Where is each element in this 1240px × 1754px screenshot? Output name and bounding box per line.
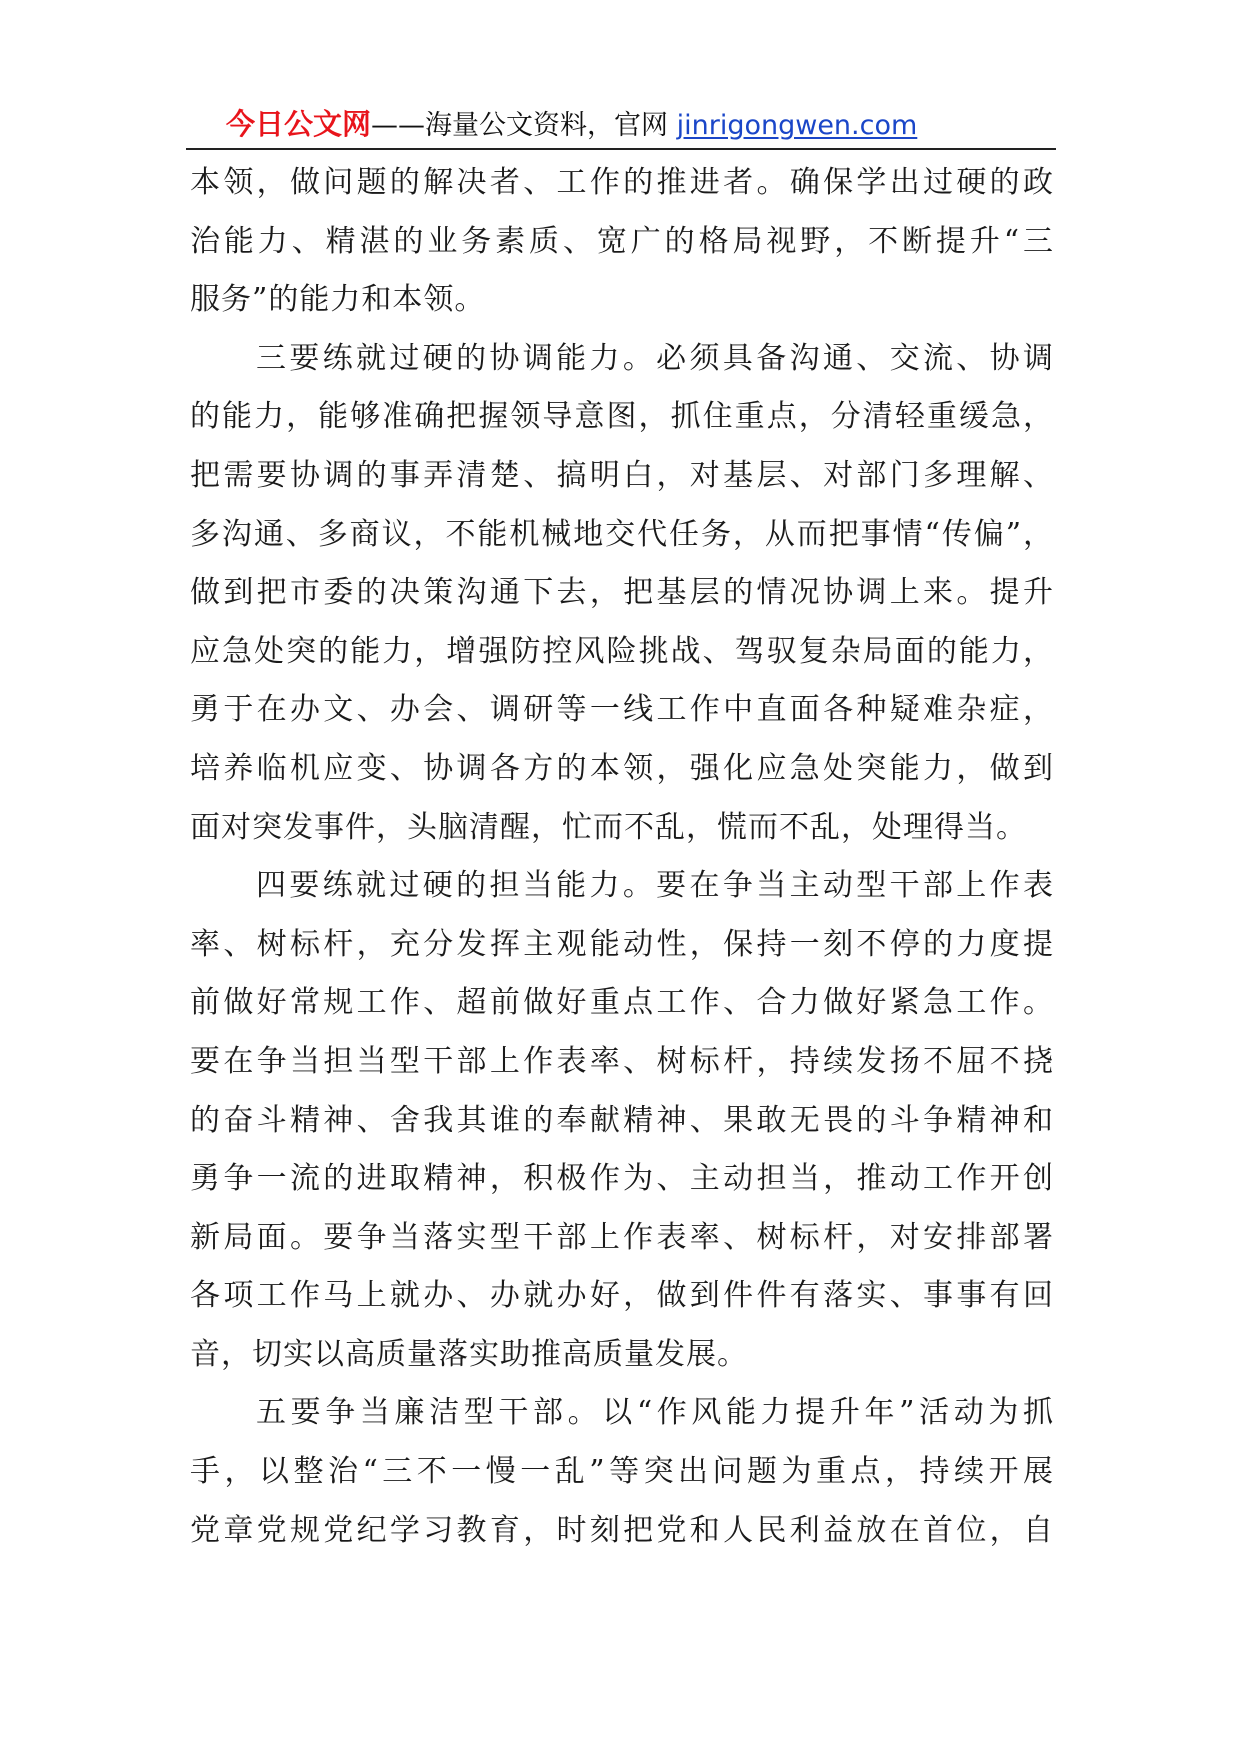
document-body: [190, 154, 1054, 1560]
text-line: 本领，做问题的解决者、工作的推进者。确保学出过硬的政: [190, 165, 1054, 200]
text-line: 各项工作马上就办、办就办好，做到件件有落实、事事有回: [190, 1278, 1054, 1314]
header-divider: [186, 148, 1056, 150]
site-brand: 今日公文网: [226, 107, 372, 141]
site-link[interactable]: jinrigongwen.com: [676, 110, 918, 141]
paragraph: [190, 154, 1054, 330]
page-header: [186, 100, 1056, 152]
text-line: 党章党规党纪学习教育，时刻把党和人民利益放在首位，自: [190, 1512, 1054, 1548]
paragraph: [190, 330, 1054, 857]
text-line: 四要练就过硬的担当能力。要在争当主动型干部上作表: [256, 868, 1054, 904]
paragraph: [190, 857, 1054, 1384]
text-line: 培养临机应变、协调各方的本领，强化应急处突能力，做到: [190, 750, 1054, 786]
text-line: 手，以整治“三不一慢一乱”等突出问题为重点，持续开展: [190, 1454, 1054, 1490]
text-line: 的能力，能够准确把握领导意图，抓住重点，分清轻重缓急，: [190, 399, 1054, 435]
text-line: 勇争一流的进取精神，积极作为、主动担当，推动工作开创: [190, 1161, 1054, 1197]
text-line: 率、树标杆，充分发挥主观能动性，保持一刻不停的力度提: [190, 926, 1054, 962]
header-text: [226, 106, 917, 144]
text-line: 应急处突的能力，增强防控风险挑战、驾驭复杂局面的能力，: [190, 633, 1054, 669]
text-line: 前做好常规工作、超前做好重点工作、合力做好紧急工作。: [190, 985, 1054, 1021]
text-line: 治能力、精湛的业务素质、宽广的格局视野，不断提升“三: [190, 223, 1054, 259]
text-line: 勇于在办文、办会、调研等一线工作中直面各种疑难杂症，: [190, 692, 1054, 728]
text-line: 音，切实以高质量落实助推高质量发展。: [190, 1336, 748, 1372]
text-line: 五要争当廉洁型干部。以“作风能力提升年”活动为抓: [256, 1395, 1054, 1431]
site-tagline: ——海量公文资料，官网: [371, 110, 677, 141]
paragraph: [190, 1384, 1054, 1560]
text-line: 服务”的能力和本领。: [190, 282, 486, 318]
text-line: 三要练就过硬的协调能力。必须具备沟通、交流、协调: [256, 340, 1054, 376]
text-line: 新局面。要争当落实型干部上作表率、树标杆，对安排部署: [190, 1219, 1054, 1255]
text-line: 面对突发事件，头脑清醒，忙而不乱，慌而不乱，处理得当。: [190, 809, 1027, 845]
text-line: 把需要协调的事弄清楚、搞明白，对基层、对部门多理解、: [190, 457, 1054, 493]
text-line: 要在争当担当型干部上作表率、树标杆，持续发扬不屈不挠: [190, 1043, 1054, 1079]
text-line: 的奋斗精神、舍我其谁的奉献精神、果敢无畏的斗争精神和: [190, 1102, 1054, 1138]
text-line: 多沟通、多商议，不能机械地交代任务，从而把事情“传偏”，: [190, 516, 1054, 552]
text-line: 做到把市委的决策沟通下去，把基层的情况协调上来。提升: [190, 575, 1054, 611]
